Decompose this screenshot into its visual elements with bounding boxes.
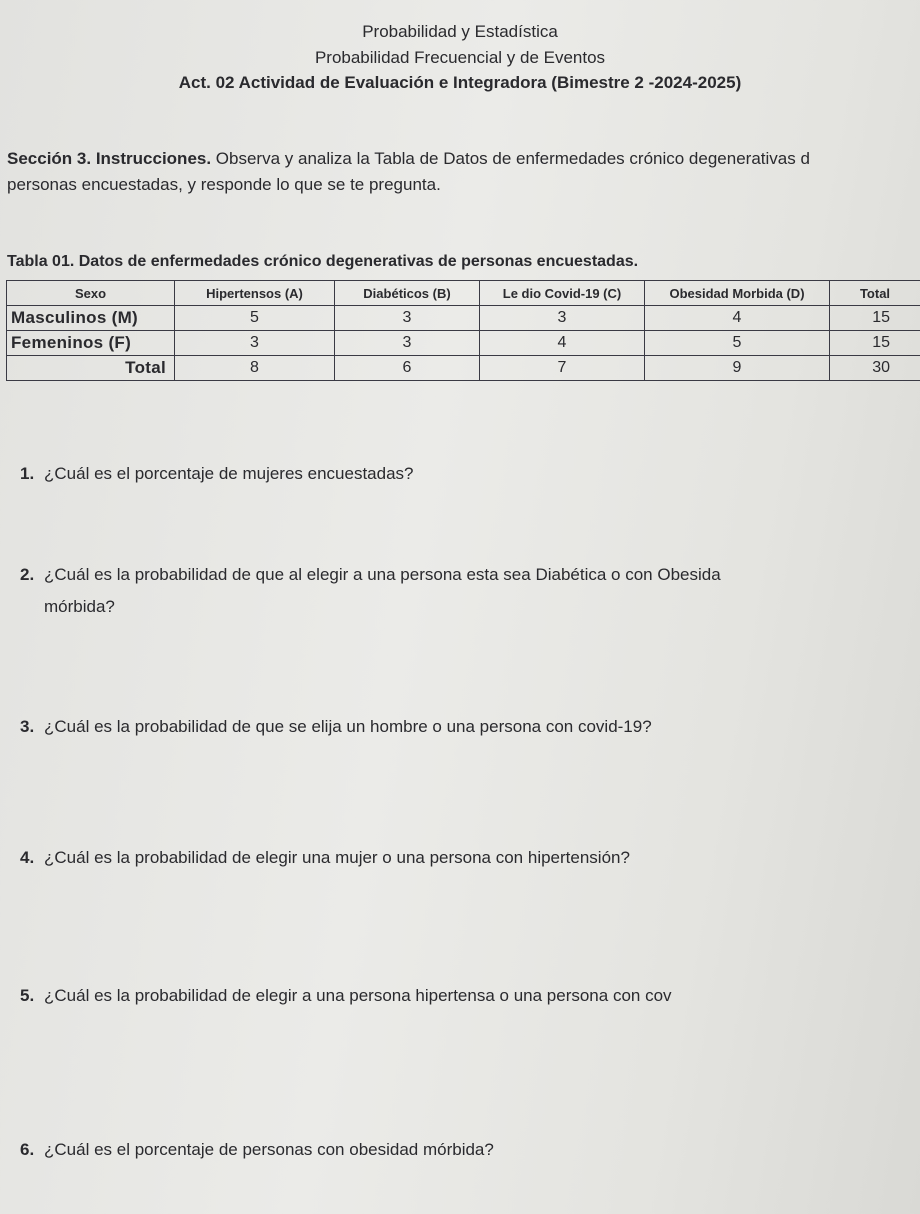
question-text: ¿Cuál es la probabilidad de que se elija un hombre o una persona con covid-19?: [44, 717, 652, 736]
header-cell: Sexo: [7, 281, 175, 306]
table-cell: 15: [830, 331, 920, 356]
question-number: 5.: [20, 986, 35, 1005]
table-cell: 3: [335, 331, 480, 356]
question-4: [20, 845, 630, 871]
table-cell: 30: [830, 356, 920, 381]
table-header-row: [7, 281, 920, 306]
disease-data-table: [6, 280, 920, 381]
instructions-line1: Observa y analiza la Tabla de Datos de enfermedades crónico degenerativas d: [211, 149, 810, 168]
table-cell: 6: [335, 356, 480, 381]
question-text: ¿Cuál es la probabilidad de elegir una mujer o una persona con hipertensión?: [44, 848, 630, 867]
table-cell: 8: [175, 356, 335, 381]
question-1: [20, 461, 414, 487]
row-label: Femeninos (F): [7, 331, 175, 356]
header-cell: Le dio Covid-19 (C): [480, 281, 645, 306]
table-cell: 5: [175, 306, 335, 331]
header-cell: Total: [830, 281, 920, 306]
question-6: [20, 1137, 494, 1163]
question-number: 4.: [20, 848, 35, 867]
table-row: [7, 356, 920, 381]
row-label: Total: [7, 356, 175, 381]
table-cell: 9: [645, 356, 830, 381]
question-number: 2.: [20, 565, 35, 584]
table-cell: 4: [645, 306, 830, 331]
question-text-continued: mórbida?: [44, 597, 115, 616]
topic-title: Probabilidad Frecuencial y de Eventos: [314, 48, 606, 67]
header-cell: Diabéticos (B): [335, 281, 480, 306]
activity-title: Act. 02 Actividad de Evaluación e Integradora (Bimestre 2 -2024-2025): [178, 73, 742, 92]
header-cell: Hipertensos (A): [175, 281, 335, 306]
question-text: ¿Cuál es el porcentaje de mujeres encuestadas?: [44, 464, 414, 483]
question-2: [20, 562, 721, 620]
question-3: [20, 714, 652, 740]
instructions-label: Sección 3. Instrucciones.: [7, 149, 212, 168]
instructions: [7, 146, 920, 198]
question-number: 6.: [20, 1140, 35, 1159]
question-text: ¿Cuál es la probabilidad de elegir a una persona hipertensa o una persona con cov: [44, 986, 672, 1005]
row-label: Masculinos (M): [7, 306, 175, 331]
question-number: 1.: [20, 464, 35, 483]
table-row: [7, 306, 920, 331]
table-row: [7, 331, 920, 356]
question-text: ¿Cuál es el porcentaje de personas con obesidad mórbida?: [44, 1140, 494, 1159]
question-5: [20, 983, 672, 1009]
subject-title: Probabilidad y Estadística: [362, 22, 558, 41]
header-cell: Obesidad Morbida (D): [645, 281, 830, 306]
table-cell: 5: [645, 331, 830, 356]
table-cell: 4: [480, 331, 645, 356]
table-cell: 3: [335, 306, 480, 331]
table-cell: 3: [175, 331, 335, 356]
instructions-line2: personas encuestadas, y responde lo que se te pregunta.: [7, 175, 441, 194]
question-number: 3.: [20, 717, 35, 736]
table-caption: Tabla 01. Datos de enfermedades crónico degenerativas de personas encuestadas.: [7, 253, 639, 270]
table-cell: 15: [830, 306, 920, 331]
table-cell: 3: [480, 306, 645, 331]
table-cell: 7: [480, 356, 645, 381]
question-text: ¿Cuál es la probabilidad de que al elegir a una persona esta sea Diabética o con Obesida: [44, 565, 721, 584]
